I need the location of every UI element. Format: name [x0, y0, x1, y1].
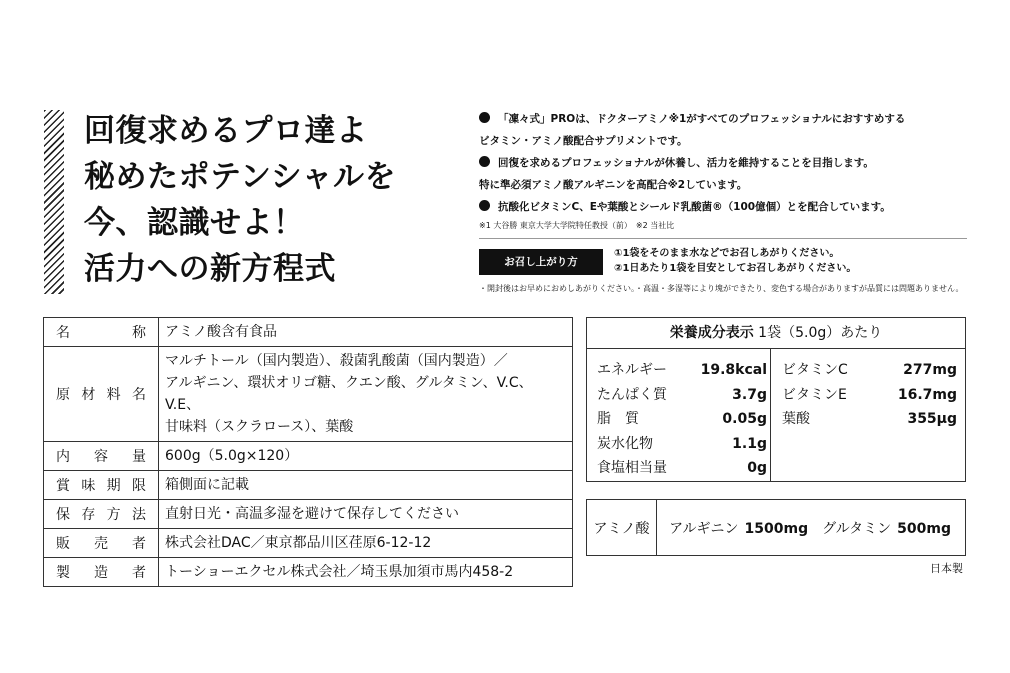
amino-acid-box — [586, 499, 966, 556]
feature-item-continuation: 特に準必須アミノ酸アルギニンを高配合※2しています。 — [479, 179, 748, 191]
nutrient-value: 0.05g — [722, 411, 767, 427]
headline-line: 回復求めるプロ達よ — [84, 113, 368, 149]
country-of-origin: 日本製 — [930, 562, 963, 575]
nutrient-value: 0g — [747, 460, 767, 476]
table-row — [44, 500, 573, 529]
row-value: 直射日光・高温多湿を避けて保存してください — [159, 500, 573, 529]
bullet-icon — [479, 112, 490, 123]
nutrient-value: 19.8kcal — [700, 362, 767, 378]
amino-name: アルギニン — [669, 520, 739, 537]
row-label: 内容量 — [44, 442, 159, 471]
divider — [479, 238, 967, 239]
row-label: 製造者 — [44, 558, 159, 587]
nutrition-left-column — [597, 358, 767, 481]
nutrient-name: 脂 質 — [597, 411, 639, 427]
row-value: 株式会社DAC／東京都品川区荏原6-12-12 — [159, 529, 573, 558]
table-row — [44, 347, 573, 442]
nutrition-row — [597, 432, 767, 457]
headline-line: 活力への新方程式 — [84, 251, 336, 287]
table-row — [44, 558, 573, 587]
amino-items — [657, 518, 965, 538]
howto-line: ①1袋をそのまま水などでお召しあがりください。 — [614, 248, 840, 259]
amino-name: グルタミン — [822, 520, 892, 537]
nutrition-row — [597, 358, 767, 383]
row-label: 原材料名 — [44, 347, 159, 442]
table-row — [44, 529, 573, 558]
row-value: 箱側面に記載 — [159, 471, 573, 500]
feature-item: 「凜々式」PROは、ドクターアミノ※1がすべてのプロフェッショナルにおすすめする — [479, 108, 979, 130]
amino-value: 500mg — [897, 520, 951, 537]
howto-label: お召し上がり方 — [479, 249, 603, 275]
nutrient-name: たんぱく質 — [597, 386, 667, 403]
decorative-stripe — [44, 110, 64, 294]
feature-item: 抗酸化ビタミンC、Eや葉酸とシールド乳酸菌®（100億個）とを配合しています。 — [479, 196, 979, 218]
howto-instructions — [614, 246, 856, 276]
headline-line: 秘めたポテンシャルを — [84, 159, 397, 195]
table-row — [44, 318, 573, 347]
nutrient-value: 3.7g — [732, 386, 767, 403]
nutrition-right-column — [782, 358, 957, 432]
caution-note: ・開封後はお早めにおめしあがりください。・高温・多湿等により塊ができたり、変色する場合がありますが品質には問題ありません。 — [479, 284, 964, 293]
bullet-icon — [479, 156, 490, 167]
row-value: 600g（5.0g×120） — [159, 442, 573, 471]
nutrient-value: 355μg — [907, 411, 957, 427]
nutrient-value: 277mg — [903, 362, 957, 378]
row-label: 名称 — [44, 318, 159, 347]
product-info-table — [43, 317, 573, 587]
row-value: マルチトール（国内製造）、殺菌乳酸菌（国内製造）／ アルギニン、環状オリゴ糖、クエン酸、グルタミン、V.C、V.E、 甘味料（スクラロース）、葉酸 — [159, 347, 573, 442]
nutrient-name: 葉酸 — [782, 411, 810, 427]
amino-label: アミノ酸 — [587, 500, 657, 555]
feature-item-continuation: ビタミン・アミノ酸配合サプリメントです。 — [479, 135, 688, 147]
row-label: 賞味期限 — [44, 471, 159, 500]
nutrient-name: エネルギー — [597, 362, 667, 378]
amino-value: 1500mg — [744, 520, 809, 537]
nutrition-facts — [586, 317, 966, 482]
nutrient-name: ビタミンE — [782, 386, 847, 403]
nutrition-row — [782, 407, 957, 432]
bullet-icon — [479, 200, 490, 211]
row-value: トーショーエクセル株式会社／埼玉県加須市馬内458-2 — [159, 558, 573, 587]
row-label: 販売者 — [44, 529, 159, 558]
nutrition-row — [597, 456, 767, 481]
nutrition-row — [782, 383, 957, 408]
headline-line: 今、認識せよ！ — [84, 205, 305, 241]
table-row — [44, 471, 573, 500]
nutrient-name: ビタミンC — [782, 362, 848, 378]
nutrient-name: 食塩相当量 — [597, 460, 667, 476]
nutrition-row — [597, 383, 767, 408]
nutrition-row — [782, 358, 957, 383]
nutrition-title: 栄養成分表示 1袋（5.0g）あたり — [587, 318, 965, 349]
feature-list — [479, 108, 979, 218]
row-label: 保存方法 — [44, 500, 159, 529]
nutrient-value: 16.7mg — [897, 386, 957, 403]
nutrient-name: 炭水化物 — [597, 435, 653, 452]
divider — [770, 348, 771, 481]
nutrition-row — [597, 407, 767, 432]
footnote: ※1 大谷勝 東京大学大学院特任教授（前） ※2 当社比 — [479, 221, 675, 230]
row-value: アミノ酸含有食品 — [159, 318, 573, 347]
nutrient-value: 1.1g — [732, 435, 767, 452]
howto-line: ②1日あたり1袋を目安としてお召しあがりください。 — [614, 263, 857, 274]
feature-item: 回復を求めるプロフェッショナルが休養し、活力を維持することを目指します。 — [479, 152, 979, 174]
table-row — [44, 442, 573, 471]
headline — [84, 108, 454, 292]
